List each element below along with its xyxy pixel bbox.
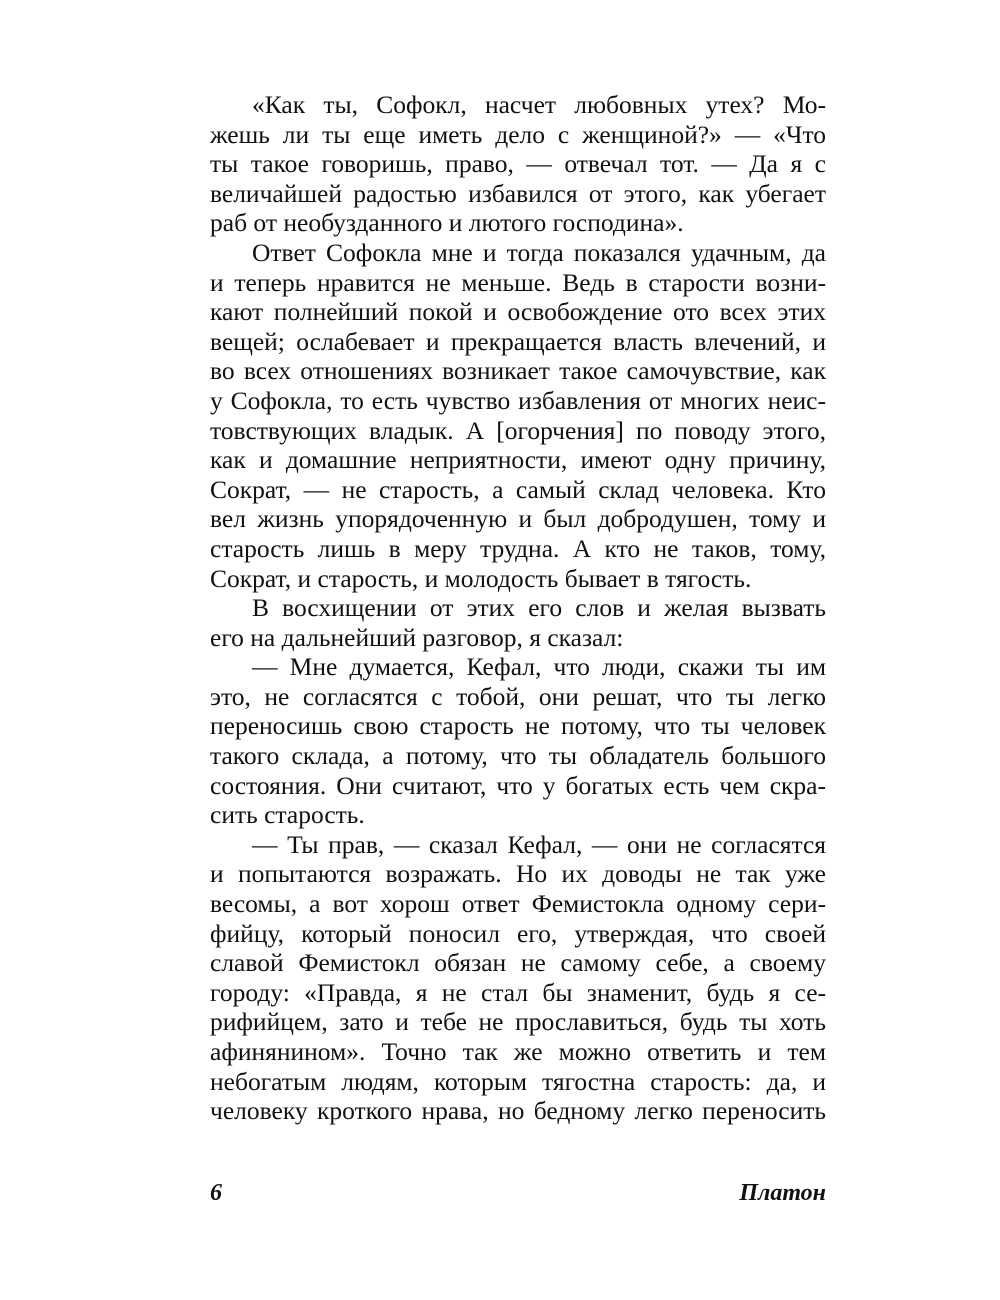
text-line: весомы, а вот хорош ответ Фемистокла одному сери- (210, 889, 826, 919)
page-footer (210, 1180, 826, 1214)
paragraph (210, 238, 826, 593)
text-line: Ответ Софокла мне и тогда показался удачным, да (252, 237, 826, 267)
text-line: и попытаются возражать. Но их доводы не так уже (210, 859, 826, 889)
text-line: жешь ли ты еще иметь дело с женщиной?» — «Что (210, 119, 826, 149)
page-number: 6 (210, 1180, 222, 1206)
text-line: В восхищении от этих его слов и желая вызвать (252, 593, 826, 623)
text-line: — Мне думается, Кефал, что люди, скажи ты им (252, 652, 826, 682)
text-line: «Как ты, Софокл, насчет любовных утех? Мо- (252, 90, 826, 119)
text-line: человеку кроткого нрава, но бедному легко переносить (210, 1096, 826, 1126)
text-line: величайшей радостью избавился от этого, как убегает (210, 178, 826, 208)
text-line: славой Фемистокл обязан не самому себе, а своему (210, 948, 826, 978)
text-line: рифийцем, зато и тебе не прославиться, будь ты хоть (210, 1007, 826, 1037)
paragraph (210, 830, 826, 1126)
text-line: ты такое говоришь, право, — отвечал тот. — Да я с (210, 149, 826, 179)
text-line: сить старость. (210, 800, 365, 830)
text-line: как и домашние неприятности, имеют одну причину, (210, 445, 826, 475)
text-line: Сократ, и старость, и молодость бывает в тягость. (210, 563, 752, 593)
text-line: его на дальнейший разговор, я сказал: (210, 622, 624, 652)
paragraph (210, 593, 826, 652)
text-line: переносишь свою старость не потому, что ты человек (210, 711, 826, 741)
text-line: состояния. Они считают, что у богатых есть чем скра- (210, 770, 826, 800)
text-line: городу: «Правда, я не стал бы знаменит, будь я се- (210, 977, 826, 1007)
paragraph (210, 90, 826, 238)
text-line: и теперь нравится не меньше. Ведь в старости возни- (210, 267, 826, 297)
text-line: во всех отношениях возникает такое самочувствие, как (210, 356, 826, 386)
text-line: такого склада, а потому, что ты обладатель большого (210, 741, 826, 771)
text-line: небогатым людям, которым тягостна старость: да, и (210, 1066, 826, 1096)
text-line: кают полнейший покой и освобождение ото всех этих (210, 297, 826, 327)
text-line: — Ты прав, — сказал Кефал, — они не согласятся (252, 829, 826, 859)
text-line: фийцу, который поносил его, утверждая, что своей (210, 918, 826, 948)
text-line: Сократ, — не старость, а самый склад человека. Кто (210, 474, 826, 504)
text-line: раб от необузданного и лютого господина». (210, 208, 684, 238)
text-line: товствующих владык. А [огорчения] по поводу этого, (210, 415, 826, 445)
text-line: старость лишь в меру трудна. А кто не таков, тому, (210, 533, 826, 563)
text-line: вещей; ослабевает и прекращается власть влечений, и (210, 326, 826, 356)
text-line: у Софокла, то есть чувство избавления от многих неис- (210, 385, 826, 415)
page-body (210, 90, 826, 1126)
text-line: вел жизнь упорядоченную и был добродушен, тому и (210, 504, 826, 534)
text-line: афинянином». Точно так же можно ответить и тем (210, 1037, 826, 1066)
text-line: это, не согласятся с тобой, они решат, что ты легко (210, 681, 826, 711)
paragraph (210, 652, 826, 830)
running-head-author: Платон (739, 1180, 826, 1206)
